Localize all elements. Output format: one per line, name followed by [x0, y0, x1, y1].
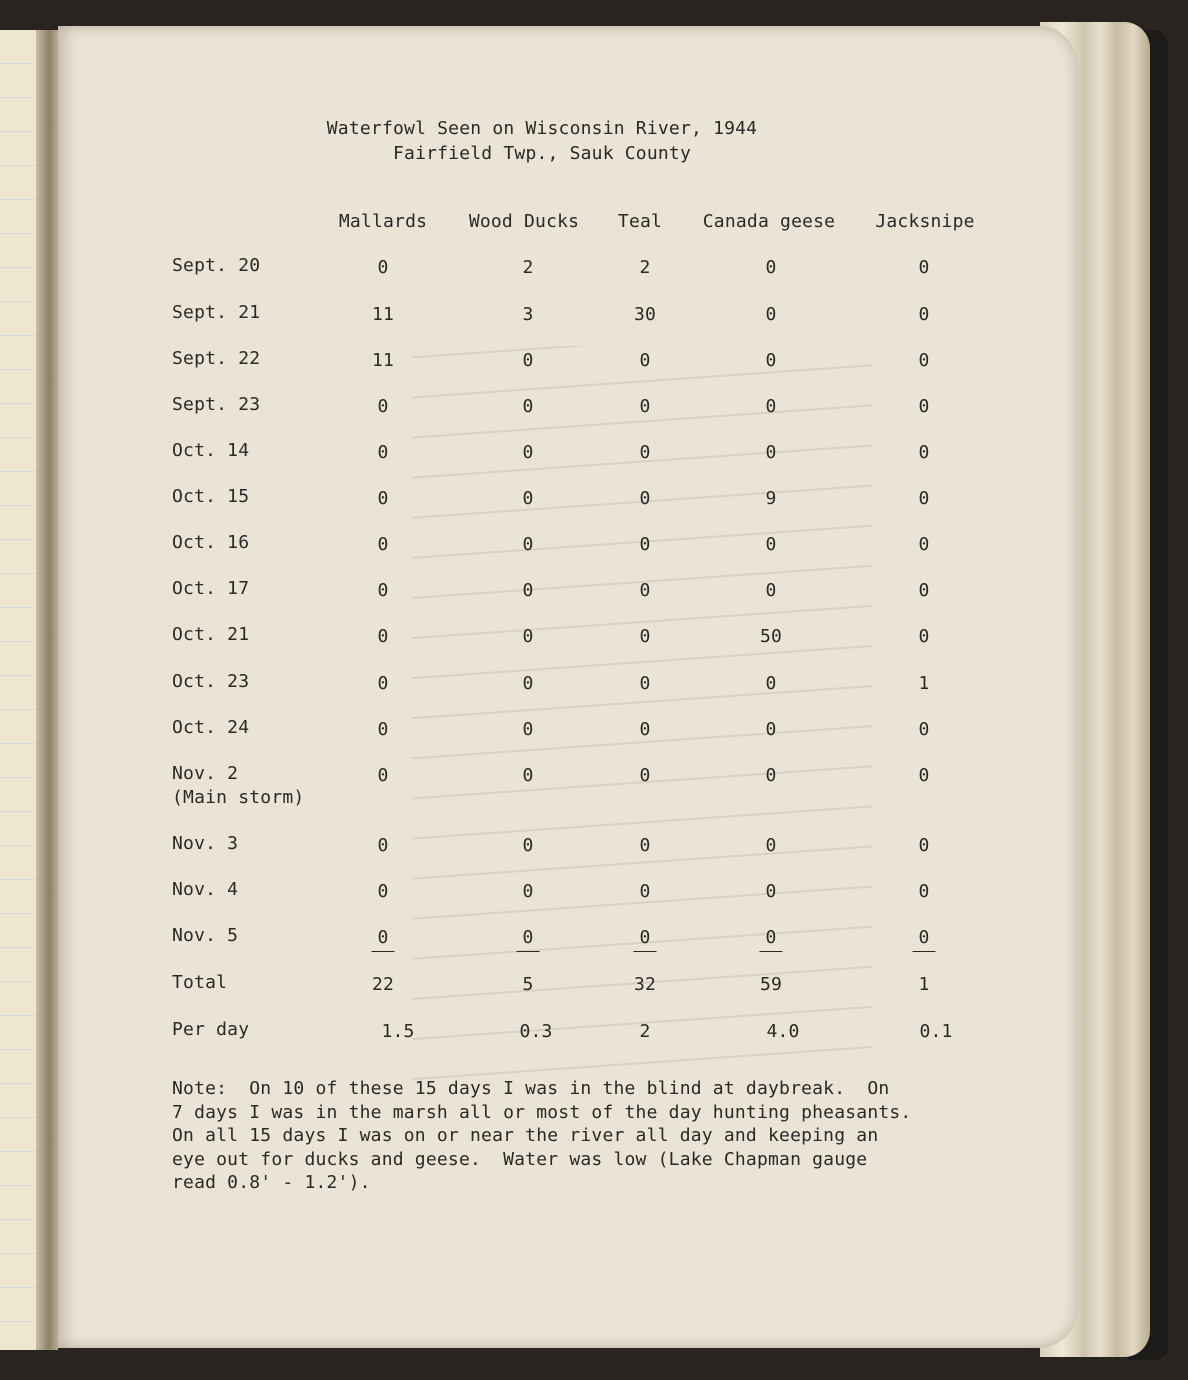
table-cell: 0 [377, 626, 389, 647]
table-cell: 0 [765, 673, 777, 694]
table-cell: 0 [765, 396, 777, 417]
row-date-label: Sept. 22 [172, 348, 261, 369]
row-date-label: Oct. 21 [172, 624, 250, 645]
row-date-label: Nov. 5 [172, 925, 239, 946]
table-cell: 11 [371, 304, 395, 325]
per-day-cell: 0.1 [919, 1021, 953, 1042]
table-cell: 0 [377, 580, 389, 601]
document-subtitle: Fairfield Twp., Sauk County [393, 143, 691, 164]
table-cell: 0 [918, 442, 930, 463]
table-cell: 0 [377, 534, 389, 555]
column-header: Jacksnipe [875, 211, 975, 232]
row-date-label: Sept. 21 [172, 302, 261, 323]
table-cell: 0 [522, 765, 534, 786]
row-date-label: Oct. 14 [172, 440, 250, 461]
table-cell: 0 [918, 396, 930, 417]
table-cell: 3 [522, 304, 534, 325]
table-cell: 9 [765, 488, 777, 509]
table-cell: 50 [759, 626, 783, 647]
table-cell: 0 [377, 835, 389, 856]
table-cell: 0 [377, 488, 389, 509]
table-cell: 0 [522, 673, 534, 694]
table-cell: 0 [639, 580, 651, 601]
table-cell: 0 [918, 765, 930, 786]
table-cell: 0 [522, 350, 534, 371]
table-cell: 0 [918, 257, 930, 278]
table-cell: 0 [765, 835, 777, 856]
column-header: Teal [617, 211, 663, 232]
table-cell: 0 [522, 626, 534, 647]
table-cell: 0 [639, 719, 651, 740]
table-cell: 0 [522, 835, 534, 856]
row-date-note: (Main storm) [172, 787, 305, 808]
table-cell: 1 [918, 673, 930, 694]
total-cell: 1 [918, 974, 930, 995]
total-cell: 59 [759, 974, 783, 995]
table-cell: 0 [639, 534, 651, 555]
table-cell: 2 [639, 257, 651, 278]
row-date-label: Nov. 4 [172, 879, 239, 900]
book-gutter [36, 30, 58, 1350]
column-header: Canada geese [702, 211, 836, 232]
per-day-cell: 0.3 [519, 1021, 553, 1042]
table-cell: 0 [639, 765, 651, 786]
per-day-cell: 1.5 [381, 1021, 415, 1042]
per-day-cell: 4.0 [766, 1021, 800, 1042]
table-cell: 0 [377, 673, 389, 694]
table-cell: 0 [759, 927, 782, 952]
table-cell: 0 [765, 881, 777, 902]
table-cell: 0 [516, 927, 539, 952]
table-cell: 0 [918, 881, 930, 902]
table-cell: 0 [765, 304, 777, 325]
table-cell: 30 [633, 304, 657, 325]
total-cell: 5 [522, 974, 534, 995]
per-day-label: Per day [172, 1019, 250, 1040]
table-cell: 0 [765, 765, 777, 786]
total-cell: 22 [371, 974, 395, 995]
table-cell: 0 [918, 719, 930, 740]
table-cell: 0 [639, 881, 651, 902]
table-cell: 0 [522, 534, 534, 555]
table-cell: 0 [918, 350, 930, 371]
row-date-label: Oct. 16 [172, 532, 250, 553]
table-cell: 0 [377, 442, 389, 463]
table-cell: 0 [639, 488, 651, 509]
table-cell: 11 [371, 350, 395, 371]
typed-page [58, 26, 1078, 1348]
column-header: Mallards [338, 211, 428, 232]
table-cell: 0 [918, 580, 930, 601]
table-cell: 0 [765, 442, 777, 463]
note-paragraph: Note: On 10 of these 15 days I was in the blind at daybreak. On 7 days I was in the marsh all or most of the day hunting pheasants. On all 15 days I was on or near the river all day and keeping an eye out for ducks and geese. Water was low (Lake Chapman gauge read 0.8' - 1.2'). [172, 1078, 912, 1193]
row-date-label: Oct. 23 [172, 671, 250, 692]
table-cell: 0 [639, 835, 651, 856]
table-cell: 0 [377, 396, 389, 417]
table-cell: 0 [918, 304, 930, 325]
table-cell: 0 [522, 442, 534, 463]
table-cell: 0 [918, 835, 930, 856]
per-day-cell: 2 [639, 1021, 651, 1042]
column-header: Wood Ducks [468, 211, 580, 232]
table-cell: 0 [765, 257, 777, 278]
table-cell: 0 [918, 488, 930, 509]
table-cell: 0 [639, 673, 651, 694]
row-date-label: Oct. 17 [172, 578, 250, 599]
left-page-grid [0, 30, 36, 1350]
table-cell: 0 [639, 442, 651, 463]
table-cell: 0 [918, 534, 930, 555]
table-cell: 0 [633, 927, 656, 952]
table-cell: 0 [522, 719, 534, 740]
row-date-label: Sept. 20 [172, 255, 261, 276]
row-date-label: Nov. 3 [172, 833, 239, 854]
total-label: Total [172, 972, 228, 993]
table-cell: 0 [765, 534, 777, 555]
document-title: Waterfowl Seen on Wisconsin River, 1944 [326, 118, 758, 139]
table-cell: 0 [522, 881, 534, 902]
table-cell: 0 [377, 881, 389, 902]
table-cell: 0 [377, 765, 389, 786]
table-cell: 0 [522, 580, 534, 601]
table-cell: 0 [765, 580, 777, 601]
table-cell: 0 [522, 396, 534, 417]
table-cell: 0 [765, 719, 777, 740]
row-date-label: Oct. 15 [172, 486, 250, 507]
table-cell: 0 [639, 396, 651, 417]
table-cell: 0 [377, 719, 389, 740]
row-date-label: Oct. 24 [172, 717, 250, 738]
row-date-label: Sept. 23 [172, 394, 261, 415]
table-cell: 0 [918, 626, 930, 647]
table-cell: 0 [639, 626, 651, 647]
table-cell: 0 [639, 350, 651, 371]
table-cell: 0 [371, 927, 394, 952]
table-cell: 0 [912, 927, 935, 952]
table-cell: 0 [765, 350, 777, 371]
table-cell: 0 [377, 257, 389, 278]
table-cell: 2 [522, 257, 534, 278]
table-cell: 0 [522, 488, 534, 509]
total-cell: 32 [633, 974, 657, 995]
row-date-label: Nov. 2 [172, 763, 239, 784]
